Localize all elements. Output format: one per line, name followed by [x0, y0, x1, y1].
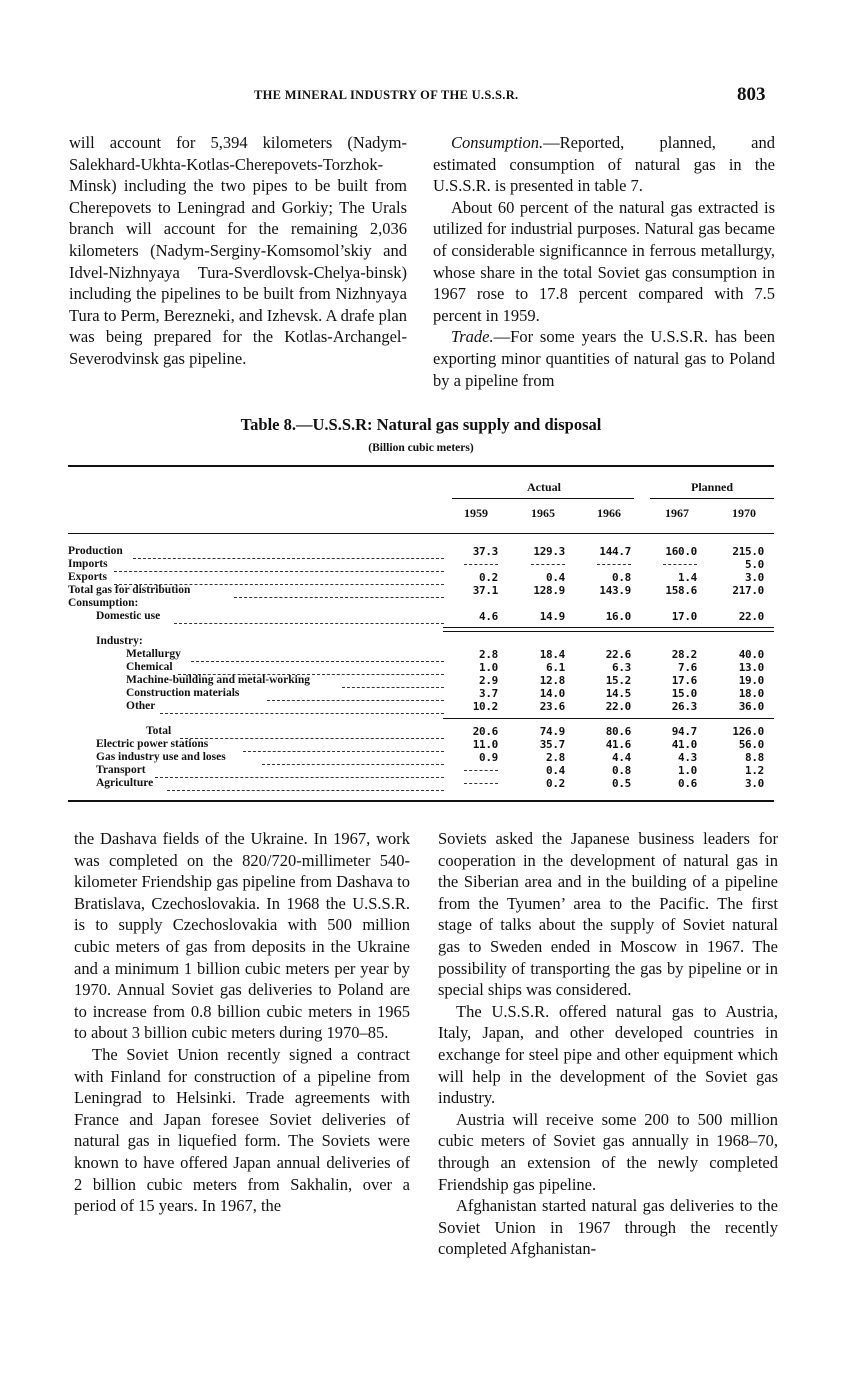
- empty-cell-dash: [663, 564, 697, 565]
- table-cell-1959: 0.9: [479, 751, 498, 764]
- top-right-column: [433, 132, 775, 391]
- table-cell-1967: 1.0: [678, 764, 697, 777]
- paragraph: About 60 percent of the natural gas extracted is utilized for industrial purposes. Natural gas became of considerable significannce in ferrous metallurgy, whose share in the total Soviet gas consumption in 1967 rose to 17.8 percent compared with 7.5 percent in 1959.: [433, 197, 775, 325]
- leader-dots: [262, 751, 444, 765]
- paragraph-text: —For some years the U.S.S.R. has been exporting minor quantities of natural gas to Poland by a pipeline from: [433, 327, 775, 390]
- running-title: THE MINERAL INDUSTRY OF THE U.S.S.R.: [254, 88, 519, 102]
- group-header-planned: Planned: [690, 480, 733, 494]
- table-row: [68, 558, 774, 571]
- table-cell-1966: 0.8: [612, 764, 631, 777]
- group-rule-actual: [452, 498, 634, 499]
- table-cell-1970: 8.8: [745, 751, 764, 764]
- row-label: Construction materials: [126, 687, 240, 699]
- table-cell-1959: 11.0: [472, 738, 498, 751]
- run-in-heading: Trade.: [451, 327, 494, 347]
- table-cell-1967: 7.6: [678, 661, 697, 674]
- table-cell-1965: 0.2: [546, 777, 565, 790]
- table-cell-1966: 16.0: [605, 610, 631, 623]
- row-label: Total gas for distribution: [68, 584, 191, 596]
- table-row: [68, 764, 774, 777]
- row-label: Production: [68, 545, 123, 557]
- table-cell-1959: 10.2: [472, 700, 498, 713]
- paragraph: [433, 326, 775, 391]
- table-cell-1966: 143.9: [599, 584, 631, 597]
- paragraph: Austria will receive some 200 to 500 million cubic meters of Soviet gas annually in 1968–70, through an extension of the newly completed Friendship gas pipeline.: [438, 1109, 778, 1194]
- page-number: 803: [737, 84, 766, 105]
- table-cell-1966: 0.8: [612, 571, 631, 584]
- table-cell-1967: 17.0: [671, 610, 697, 623]
- table-cell-1967: 94.7: [671, 725, 697, 738]
- table-cell-1967: 160.0: [665, 545, 697, 558]
- row-label: Domestic use: [96, 610, 161, 622]
- row-label: Other: [126, 700, 156, 712]
- table-cell-1959: 37.1: [472, 584, 498, 597]
- table-row: [68, 648, 774, 661]
- row-label: Agriculture: [96, 777, 154, 789]
- leader-dots: [133, 545, 444, 559]
- table-row: [68, 687, 774, 700]
- empty-cell-dash: [464, 564, 498, 565]
- paragraph: the Dashava fields of the Ukraine. In 1967, work was completed on the 820/720-millimeter 540-kilometer Friendship gas pipeline from Dashava to Bratislava, Czechoslovakia. In 1968 the U.S.S.R. is to supply Czechoslovakia with 500 million cubic meters of gas from deposits in the Ukraine and a minimum 1 billion cubic meters per year by 1970. Annual Soviet gas deliveries to Poland are to increase from 0.8 billion cubic meters in 1965 to about 3 billion cubic meters during 1970–85.: [74, 829, 410, 1043]
- table-cell-1970: 126.0: [732, 725, 764, 738]
- header-bottom-rule: [68, 533, 774, 534]
- paragraph: Soviets asked the Japanese business leaders for cooperation in the development of natural gas in the Siberian area and in the building of a pipeline from the Tyumen’ area to the Pacific. The first stage of talks about the supply of Soviet natural gas to Sweden ended in Moscow in 1967. The possibility of transporting the gas by pipeline or in special ships was considered.: [438, 829, 778, 1000]
- table-cell-1970: 22.0: [738, 610, 764, 623]
- paragraph: will account for 5,394 kilometers (Nadym-Salekhard-Ukhta-Kotlas-Cherepovets-Torzhok-Minsk) including the two pipes to be built from Cherepovets to Leningrad and Gorkiy; The Urals branch will account for the remaining 2,036 kilometers (Nadym-Serginy-Komsomol’skiy and Idvel-Nizhnyaya Tura-Sverdlovsk-Chelya-binsk) including the pipelines to be built from Nizhnyaya Tura to Perm, Berezneki, and Izhevsk. A drafe plan was being prepared for the Kotlas-Archangel-Severodvinsk gas pipeline.: [69, 133, 408, 368]
- empty-cell-dash: [531, 564, 565, 565]
- table-cell-1966: 15.2: [605, 674, 631, 687]
- row-label: Imports: [68, 558, 108, 570]
- table-row: [68, 674, 774, 687]
- table-cell-1959: 2.8: [479, 648, 498, 661]
- table-cell-1970: 5.0: [745, 558, 764, 571]
- table-cell-1965: 14.0: [539, 687, 565, 700]
- table-cell-1967: 15.0: [671, 687, 697, 700]
- leader-dots: [160, 700, 445, 714]
- table-cell-1966: 14.5: [605, 687, 631, 700]
- table-row: [68, 571, 774, 584]
- table-cell-1965: 12.8: [539, 674, 565, 687]
- table-top-rule: [68, 465, 774, 467]
- table-cell-1967: 41.0: [671, 738, 697, 751]
- table-cell-1970: 1.2: [745, 764, 764, 777]
- row-label: Metallurgy: [126, 648, 181, 660]
- table-cell-1970: 18.0: [738, 687, 764, 700]
- table-cell-1965: 6.1: [546, 661, 565, 674]
- leader-dots: [180, 725, 445, 739]
- table-cell-1966: 22.0: [605, 700, 631, 713]
- bottom-right-column: [438, 828, 778, 1260]
- table-row: [68, 700, 774, 713]
- table-cell-1965: 14.9: [539, 610, 565, 623]
- table-row: [68, 661, 774, 674]
- subtotal-rule-3: [443, 718, 774, 719]
- table-cell-1966: 22.6: [605, 648, 631, 661]
- table-cell-1959: 20.6: [472, 725, 498, 738]
- paragraph: [433, 132, 775, 197]
- table-cell-1970: 56.0: [738, 738, 764, 751]
- table-cell-1966: 80.6: [605, 725, 631, 738]
- row-label: Transport: [96, 764, 146, 776]
- table-cell-1965: 0.4: [546, 571, 565, 584]
- leader-dots: [191, 648, 444, 662]
- table-cell-1959: 3.7: [479, 687, 498, 700]
- row-label: Electric power stations: [96, 738, 209, 750]
- top-left-column: [69, 132, 407, 370]
- leader-dots: [342, 674, 444, 688]
- table-row: [68, 635, 774, 648]
- column-header-1965: 1965: [531, 506, 555, 520]
- table-cell-1966: 6.3: [612, 661, 631, 674]
- row-label: Industry:: [96, 635, 143, 647]
- table-cell-1966: 41.6: [605, 738, 631, 751]
- leader-dots: [174, 610, 444, 624]
- row-label: Consumption:: [68, 597, 139, 609]
- table-cell-1967: 26.3: [671, 700, 697, 713]
- leader-dots: [234, 584, 444, 598]
- row-label: Total: [146, 725, 172, 737]
- column-header-1966: 1966: [597, 506, 621, 520]
- paragraph: The Soviet Union recently signed a contract with Finland for construction of a pipeline from Leningrad to Helsinki. Trade agreements with France and Japan foresee Soviet deliveries of natural gas in liquefied form. The Soviets were known to have offered Japan annual deliveries of 2 billion cubic meters from Sakhalin, over a period of 15 years. In 1967, the: [74, 1044, 410, 1216]
- leader-dots: [267, 687, 444, 701]
- run-in-heading: Consumption.: [451, 133, 544, 152]
- leader-dots: [155, 764, 444, 778]
- table-cell-1965: 2.8: [546, 751, 565, 764]
- paragraph: Afghanistan started natural gas deliveries to the Soviet Union in 1967 through the recently completed Afghanistan-: [438, 1196, 778, 1259]
- table-row: [68, 751, 774, 764]
- leader-dots: [167, 777, 444, 791]
- table-cell-1965: 74.9: [539, 725, 565, 738]
- paragraph: The U.S.S.R. offered natural gas to Austria, Italy, Japan, and other developed countries in exchange for steel pipe and other equipment which will help in the development of the Soviet gas industry.: [438, 1001, 778, 1108]
- table-cell-1970: 40.0: [738, 648, 764, 661]
- row-label: Exports: [68, 571, 107, 583]
- table-cell-1970: 3.0: [745, 777, 764, 790]
- table-cell-1959: 1.0: [479, 661, 498, 674]
- empty-cell-dash: [464, 770, 498, 771]
- table-cell-1965: 128.9: [533, 584, 565, 597]
- table-row: [68, 545, 774, 558]
- table-cell-1967: 0.6: [678, 777, 697, 790]
- table-cell-1967: 4.3: [678, 751, 697, 764]
- table-cell-1959: 4.6: [479, 610, 498, 623]
- row-label: Machine-building and metal-working: [126, 674, 311, 686]
- bottom-left-column: [74, 828, 410, 1217]
- table-cell-1966: 0.5: [612, 777, 631, 790]
- table-row: [68, 725, 774, 738]
- table-cell-1970: 217.0: [732, 584, 764, 597]
- table-cell-1965: 18.4: [539, 648, 565, 661]
- table-cell-1970: 3.0: [745, 571, 764, 584]
- table-subtitle: (Billion cubic meters): [368, 442, 474, 454]
- table-cell-1970: 19.0: [738, 674, 764, 687]
- table-row: [68, 610, 774, 623]
- subtotal-rule-1: [443, 627, 774, 628]
- table-row: [68, 777, 774, 790]
- table-cell-1959: 0.2: [479, 571, 498, 584]
- table-cell-1966: 144.7: [599, 545, 631, 558]
- subtotal-rule-2: [443, 631, 774, 632]
- row-label: Gas industry use and loses: [96, 751, 226, 763]
- empty-cell-dash: [464, 783, 498, 784]
- table-cell-1966: 4.4: [612, 751, 631, 764]
- leader-dots: [114, 571, 444, 585]
- table-cell-1970: 215.0: [732, 545, 764, 558]
- table-title: Table 8.—U.S.S.R: Natural gas supply and disposal: [240, 415, 602, 434]
- column-header-1959: 1959: [464, 506, 488, 520]
- table-row: [68, 597, 774, 610]
- group-header-actual: Actual: [527, 480, 561, 494]
- table-cell-1965: 35.7: [539, 738, 565, 751]
- table-cell-1967: 158.6: [665, 584, 697, 597]
- table-cell-1970: 13.0: [738, 661, 764, 674]
- table-cell-1967: 17.6: [671, 674, 697, 687]
- column-header-1967: 1967: [665, 506, 689, 520]
- leader-dots: [114, 558, 444, 572]
- table-cell-1967: 1.4: [678, 571, 697, 584]
- empty-cell-dash: [597, 564, 631, 565]
- table-cell-1959: 2.9: [479, 674, 498, 687]
- paragraph-text: —Reported, planned, and estimated consumption of natural gas in the U.S.S.R. is presented in table 7.: [433, 133, 775, 196]
- table-cell-1967: 28.2: [671, 648, 697, 661]
- table-cell-1965: 129.3: [533, 545, 565, 558]
- table-cell-1959: 37.3: [472, 545, 498, 558]
- leader-dots: [178, 661, 444, 675]
- table-row: [68, 738, 774, 751]
- table-cell-1965: 23.6: [539, 700, 565, 713]
- table-cell-1965: 0.4: [546, 764, 565, 777]
- column-header-1970: 1970: [732, 506, 756, 520]
- table-bottom-rule: [68, 800, 774, 802]
- group-rule-planned: [650, 498, 774, 499]
- row-label: Chemical: [126, 661, 173, 673]
- table-cell-1970: 36.0: [738, 700, 764, 713]
- leader-dots: [243, 738, 444, 752]
- table-row: [68, 584, 774, 597]
